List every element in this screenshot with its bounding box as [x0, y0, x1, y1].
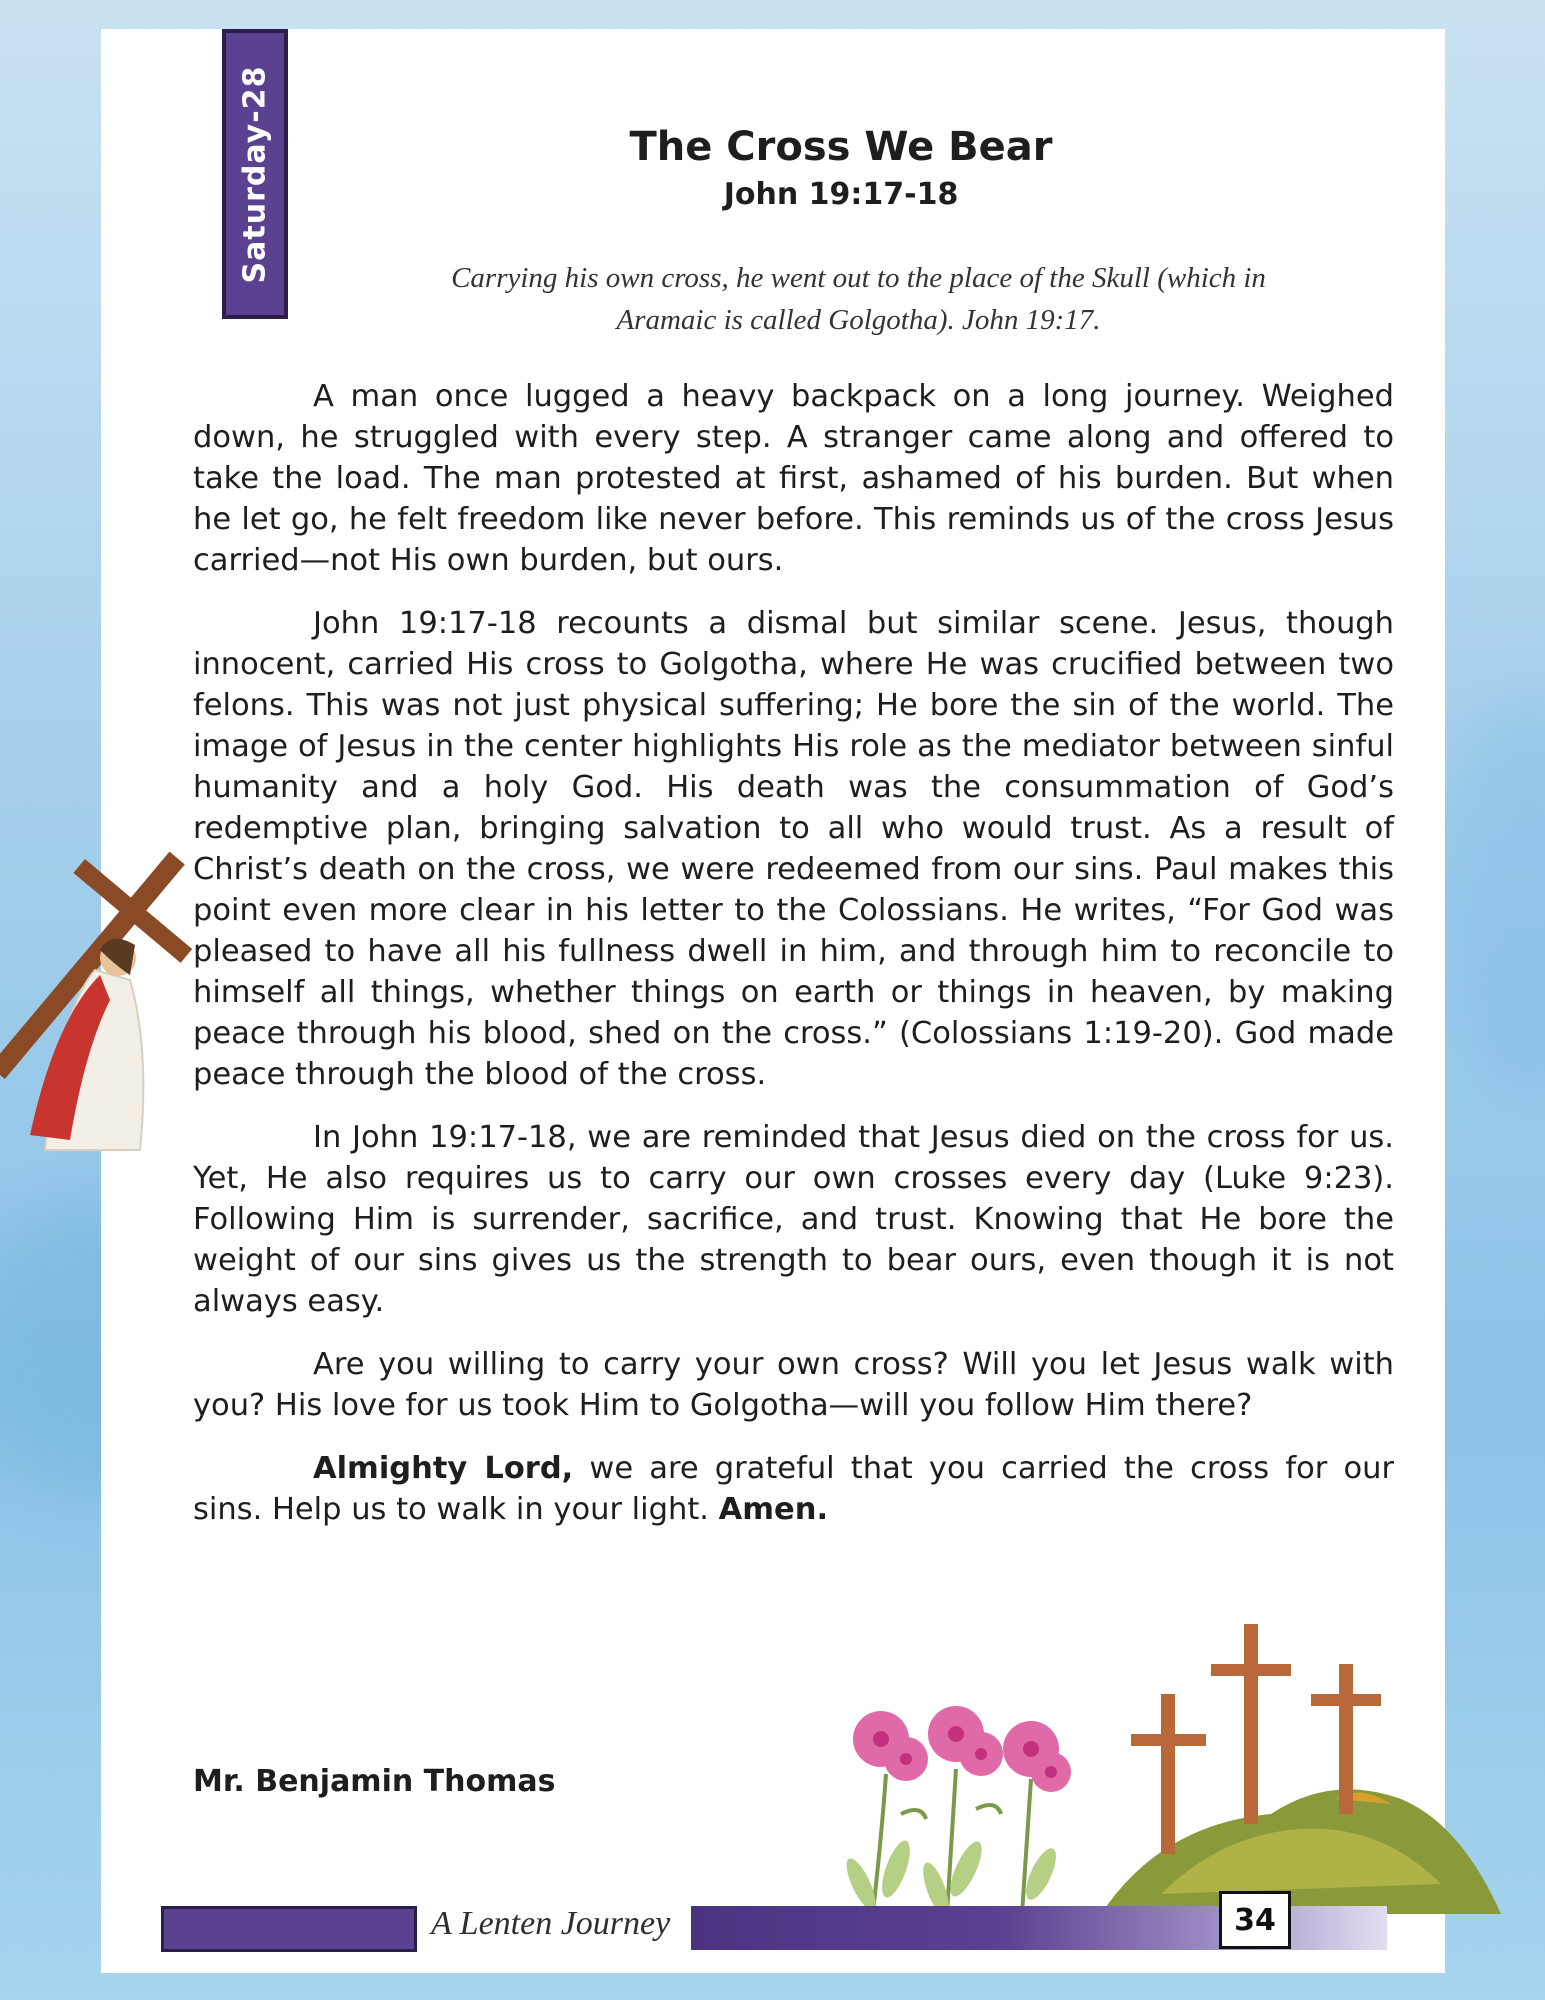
day-tab-label: Saturday-28: [237, 65, 273, 283]
jesus-carrying-cross-illustration: [0, 850, 210, 1160]
scripture-reference: John 19:17-18: [723, 177, 959, 212]
paragraph: A man once lugged a heavy backpack on a long journey. Weighed down, he struggled with every step. A stranger came along and offered to take the load. The man protested at first, ashamed of his burden. But when he let go, he felt freedom like never before. This reminds us of the cross Jesus carried—not His own burden, but ours.: [193, 379, 1394, 578]
scripture-verse: [311, 257, 1406, 341]
footer-book-title: A Lenten Journey: [431, 1905, 671, 1942]
page-number: 34: [1219, 1891, 1291, 1949]
verse-line: Aramaic is called Golgotha). John 19:17.: [616, 304, 1101, 336]
prayer-amen: Amen.: [718, 1492, 829, 1527]
background-blot: [1430, 700, 1545, 1100]
day-tab: [222, 29, 288, 319]
three-crosses-hill-illustration: [1101, 1624, 1501, 1924]
devotion-title: The Cross We Bear: [629, 124, 1053, 170]
paragraph: Are you willing to carry your own cross? Will you let Jesus walk with you? His love for us took Him to Golgotha—will you follow Him there?: [193, 1347, 1394, 1423]
author-name: Mr. Benjamin Thomas: [193, 1764, 556, 1799]
document-page: [101, 29, 1445, 1973]
paragraph: John 19:17-18 recounts a dismal but similar scene. Jesus, though innocent, carried His cross to Golgotha, where He was crucified between two felons. This was not just physical suffering; He bore the sin of the world. The image of Jesus in the center highlights His role as the mediator between sinful humanity and a holy God. His death was the consummation of God’s redemptive plan, bringing salvation to all who would trust. As a result of Christ’s death on the cross, we were redeemed from our sins. Paul makes this point even more clear in his letter to the Colossians. He writes, “For God was pleased to have all his fullness dwell in him, and through him to reconcile to himself all things, whether things on earth or things in heaven, by making peace through his blood, shed on the cross.” (Colossians 1:19-20). God made peace through the blood of the cross.: [193, 606, 1394, 1092]
prayer-lead: Almighty Lord,: [313, 1451, 574, 1486]
footer-bar: [161, 1906, 417, 1952]
prayer-text: we are grateful that you carried the cross for our sins. Help us to walk in your light.: [193, 1451, 1394, 1527]
devotion-body: [193, 376, 1394, 1552]
prayer-paragraph: [193, 1448, 1394, 1530]
paragraph: In John 19:17-18, we are reminded that Jesus died on the cross for us. Yet, He also requires us to carry our own crosses every day (Luke 9:23). Following Him is surrender, sacrifice, and trust. Knowing that He bore the weight of our sins gives us the strength to bear ours, even though it is not always easy.: [193, 1120, 1394, 1319]
verse-line: Carrying his own cross, he went out to the place of the Skull (which in: [451, 262, 1266, 294]
